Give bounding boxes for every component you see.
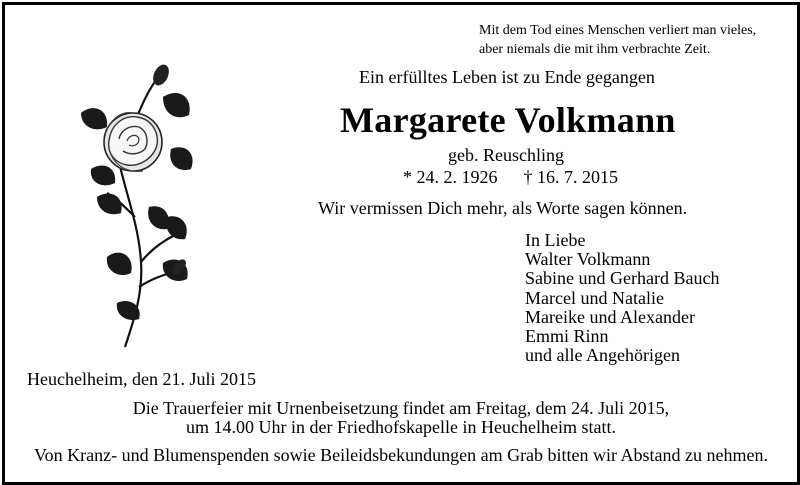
survivor-line: Mareike und Alexander xyxy=(525,306,695,327)
death-date: † 16. 7. 2015 xyxy=(523,167,618,187)
place-date: Heuchelheim, den 21. Juli 2015 xyxy=(27,369,256,389)
survivor-line: Walter Volkmann xyxy=(525,249,651,270)
survivor-line: In Liebe xyxy=(525,230,586,250)
survivor-line: Sabine und Gerhard Bauch xyxy=(525,268,720,289)
deceased-name: Margarete Volkmann xyxy=(340,100,676,140)
birth-name: geb. Reuschling xyxy=(448,145,564,165)
obituary-notice xyxy=(2,2,800,485)
life-dates xyxy=(403,167,618,188)
memorial-quote xyxy=(479,21,756,59)
funeral-line: um 14.00 Uhr in der Friedhofskapelle in Heuchelheim statt. xyxy=(186,417,616,437)
tribute-line: Wir vermissen Dich mehr, als Worte sagen können. xyxy=(318,198,688,218)
birth-date: * 24. 2. 1926 xyxy=(403,167,498,187)
quote-line: Mit dem Tod eines Menschen verliert man vieles, xyxy=(479,23,757,38)
rose-bloom xyxy=(104,113,162,172)
funeral-line: Die Trauerfeier mit Urnenbeisetzung findet am Freitag, dem 24. Juli 2015, xyxy=(132,398,670,418)
survivor-line: Emmi Rinn xyxy=(525,326,609,347)
survivors-list xyxy=(525,231,719,365)
quote-line: aber niemals die mit ihm verbrachte Zeit. xyxy=(479,42,711,57)
funeral-info xyxy=(5,399,797,437)
flowers-note: Von Kranz- und Blumenspenden sowie Beileidsbekundungen am Grab bitten wir Abstand zu nehmen. xyxy=(33,445,769,465)
survivor-line: und alle Angehörigen xyxy=(525,345,680,366)
survivor-line: Marcel und Natalie xyxy=(525,287,664,308)
rose-icon xyxy=(67,57,203,349)
headline: Ein erfülltes Leben ist zu Ende gegangen xyxy=(359,67,655,87)
